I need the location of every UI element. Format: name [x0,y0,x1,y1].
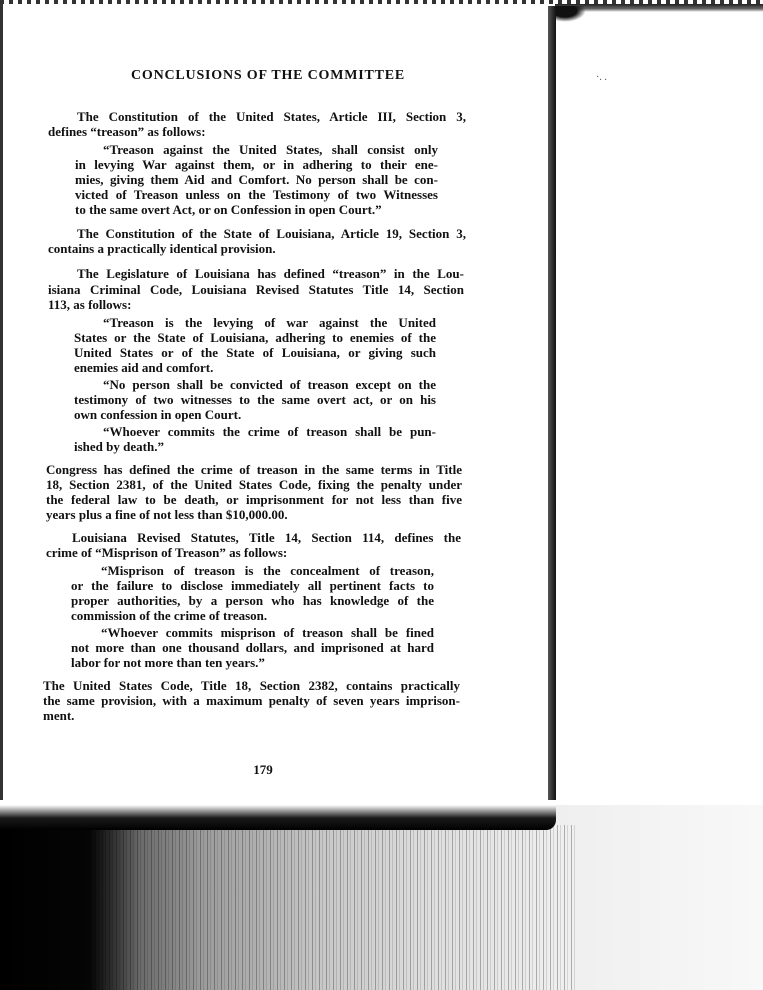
text-line: not more than one thousand dollars, and imprisoned at hard [71,640,434,655]
text-line: ment. [43,708,75,723]
text-line: The Legislature of Louisiana has defined “treason” in the Lou- [77,266,464,281]
text-line: The Constitution of the State of Louisiana, Article 19, Section 3, [77,226,466,241]
text-line: years plus a fine of not less than $10,000.00. [46,507,288,522]
text-line: Congress has defined the crime of treason in the same terms in Title [46,462,462,477]
text-line: victed of Treason unless on the Testimony of two Witnesses [75,187,438,202]
text-line: 18, Section 2381, of the United States Code, fixing the penalty under [46,477,462,492]
text-line: the same provision, with a maximum penalty of seven years imprison- [43,693,460,708]
text-line: 113, as follows: [48,297,132,312]
text-line: “Whoever commits the crime of treason shall be pun- [103,424,436,439]
text-line: labor for not more than ten years.” [71,655,265,670]
text-line: The Constitution of the United States, Article III, Section 3, [77,109,466,124]
text-line: “Treason against the United States, shall consist only [103,142,438,157]
text-line: “Whoever commits misprison of treason shall be fined [101,625,434,640]
text-line: own confession in open Court. [74,407,242,422]
text-line: States or the State of Louisiana, adhering to enemies of the [74,330,436,345]
text-line: or the failure to disclose immediately all pertinent facts to [71,578,434,593]
text-line: “No person shall be convicted of treason except on the [103,377,436,392]
text-line: to the same overt Act, or on Confession in open Court.” [75,202,382,217]
text-line: in levying War against them, or in adhering to their ene- [75,157,438,172]
text-line: commission of the crime of treason. [71,608,268,623]
text-line: “Treason is the levying of war against the United [103,315,436,330]
text-line: United States or of the State of Louisiana, or giving such [74,345,436,360]
text-line: mies, giving them Aid and Comfort. No person shall be con- [75,172,438,187]
text-line: defines “treason” as follows: [48,124,206,139]
text-line: “Misprison of treason is the concealment of treason, [101,563,434,578]
text-line: the federal law to be death, or imprisonment for not less than five [46,492,462,507]
page-heading: CONCLUSIONS OF THE COMMITTEE [131,68,406,83]
text-line: ished by death.” [74,439,164,454]
text-line: isiana Criminal Code, Louisiana Revised Statutes Title 14, Section [48,282,464,297]
text-line: testimony of two witnesses to the same overt act, or on his [74,392,436,407]
page-number: 179 [253,762,273,777]
text-line: The United States Code, Title 18, Section 2382, contains practically [43,678,460,693]
text-line: enemies aid and comfort. [74,360,214,375]
text-line: proper authorities, by a person who has knowledge of the [71,593,434,608]
text-line: crime of “Misprison of Treason” as follows: [46,545,288,560]
stray-scan-mark: ·. . [596,72,607,83]
text-line: contains a practically identical provision. [48,241,276,256]
text-line: Louisiana Revised Statutes, Title 14, Section 114, defines the [72,530,461,545]
